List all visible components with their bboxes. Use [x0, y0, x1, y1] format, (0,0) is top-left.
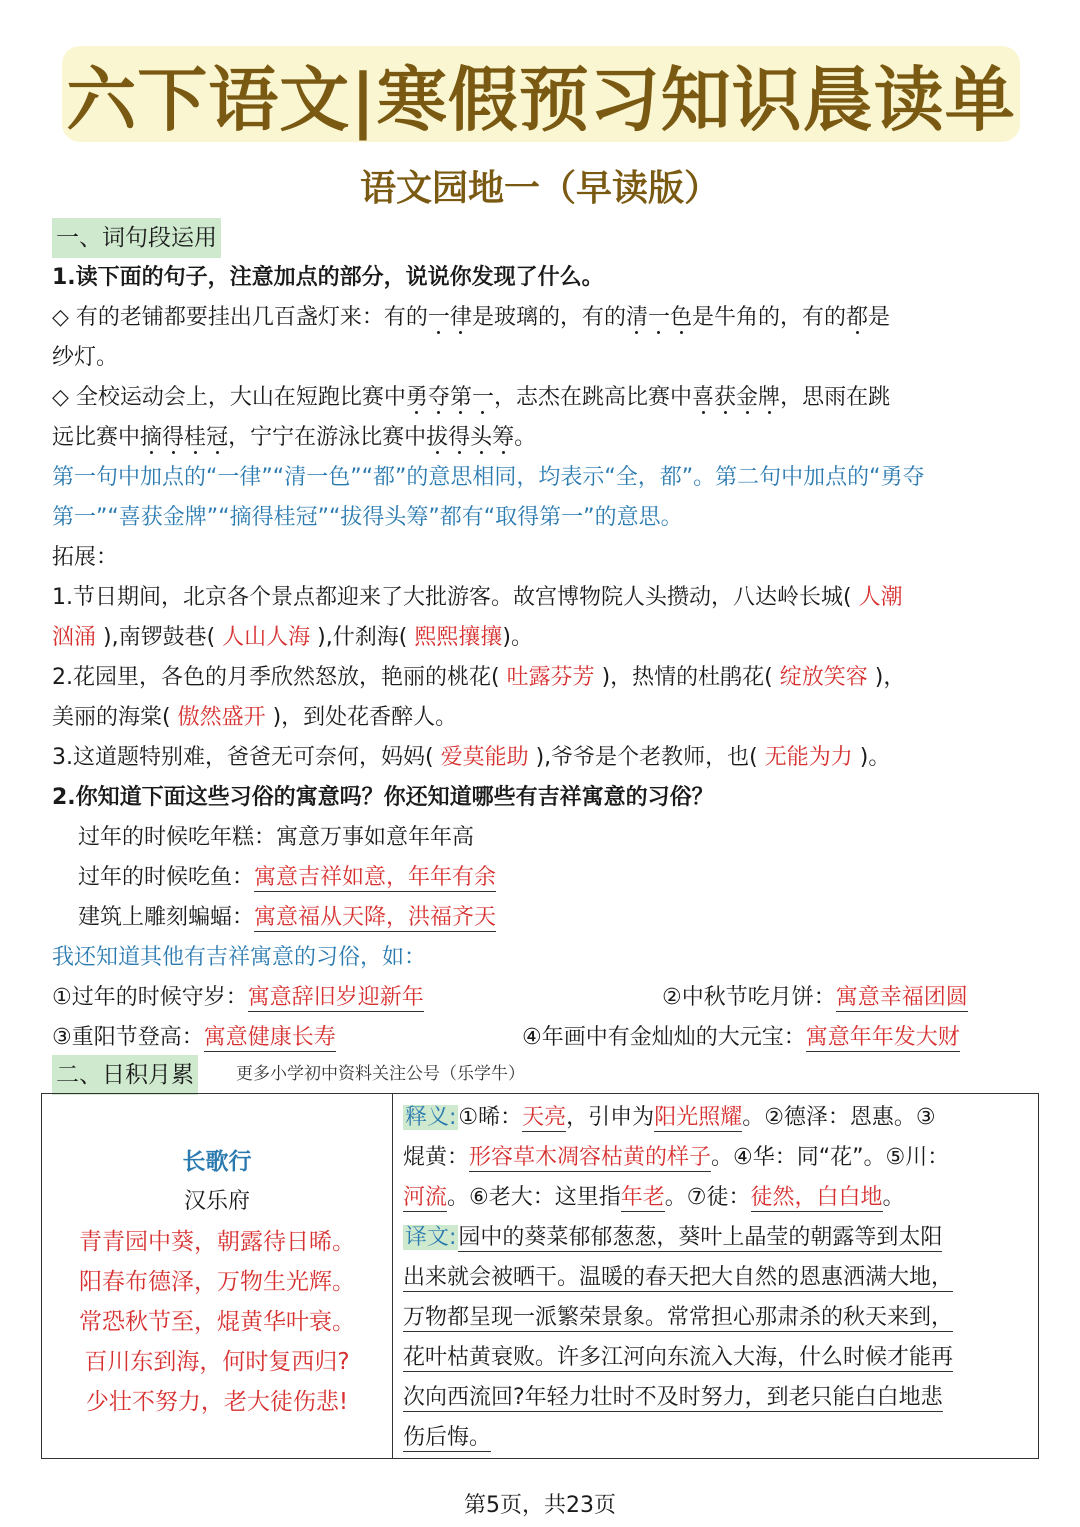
promo-note: 更多小学初中资料关注公号（乐学牛）: [236, 1064, 525, 1084]
dotted-word: 都: [846, 305, 869, 330]
answer-text: 寓意福从天降，洪福齐天: [254, 905, 497, 930]
sentence-2-line-2: 远比赛中摘得桂冠，宁宁在游泳比赛中拔得头筹。: [52, 425, 537, 450]
sentence-2-line-1: ◇ 全校运动会上，大山在短跑比赛中勇夺第一，志杰在跳高比赛中喜获金牌，思雨在跳: [52, 385, 891, 410]
dotted-word: 清一色: [625, 305, 693, 330]
poem-cell: [42, 1094, 393, 1459]
expand-2-line-1: 2.花园里，各色的月季欣然怒放，艳丽的桃花( 吐露芬芳 )，热情的杜鹃花( 绽放笑容 )，: [52, 665, 906, 690]
poem-title: 长歌行: [182, 1149, 252, 1175]
translation-line: 万物都呈现一派繁荣景象。常常担心那肃杀的秋天来到，: [403, 1305, 954, 1330]
answer-text: 汹涌: [52, 625, 97, 650]
page-title: 六下语文|寒假预习知识晨读单: [66, 57, 1016, 141]
expand-label: 拓展：: [52, 545, 119, 570]
more-custom-1: ①过年的时候守岁：寓意辞旧岁迎新年: [52, 985, 424, 1010]
more-custom-3: ③重阳节登高：寓意健康长寿: [52, 1025, 336, 1050]
explain-label: 释义:: [405, 1105, 457, 1130]
dotted-word: 拔得头筹: [426, 425, 515, 450]
poem-line: 百川东到海，何时复西归?: [84, 1349, 350, 1375]
answer-text: 无能为力: [764, 745, 853, 770]
answer-text: 绽放笑容: [779, 665, 868, 690]
dotted-word: 一律: [427, 305, 472, 330]
expand-3-line-1: 3.这道题特别难，爸爸无可奈何，妈妈( 爱莫能助 ),爷爷是个老教师，也( 无能为力 )。: [52, 745, 891, 770]
answer-text: 熙熙攘攘: [414, 625, 503, 650]
more-customs-label: 我还知道其他有吉祥寓意的习俗，如：: [52, 945, 427, 970]
title-banner: [62, 46, 1020, 142]
translation-line-1: 译文:园中的葵菜郁郁葱葱，葵叶上晶莹的朝露等到太阳: [405, 1225, 943, 1250]
answer-text: 寓意健康长寿: [203, 1025, 336, 1050]
poem-line: 青青园中葵，朝露待日晞。: [79, 1229, 355, 1255]
dotted-word: 勇夺第一: [405, 385, 494, 410]
explain-line-3: 河流。⑥老大：这里指年老。⑦徒：徒然，白白地。: [403, 1185, 905, 1210]
translation-label: 译文:: [405, 1225, 457, 1250]
poem-line: 阳春布德泽，万物生光辉。: [79, 1269, 355, 1295]
answer-text: 吐露芬芳: [506, 665, 595, 690]
answer-text: 寓意幸福团圆: [835, 985, 968, 1010]
page-indicator: 第5页，共23页: [464, 1493, 616, 1518]
more-custom-4: ④年画中有金灿灿的大元宝：寓意年年发大财: [522, 1025, 960, 1050]
expand-2-line-2: 美丽的海棠( 傲然盛开 )，到处花香醉人。: [52, 705, 458, 730]
answer-text: 寓意辞旧岁迎新年: [247, 985, 424, 1010]
translation-line: 伤后悔。: [403, 1425, 492, 1450]
answer-text: 爱莫能助: [440, 745, 529, 770]
q2-title: 2.你知道下面这些习俗的寓意吗？你还知道哪些有吉祥寓意的习俗？: [52, 785, 714, 810]
q1-answer-line-2: 第一”“喜获金牌”“摘得桂冠”“拔得头筹”都有“取得第一”的意思。: [52, 505, 683, 530]
answer-text: 寓意吉祥如意，年年有余: [254, 865, 497, 890]
q1-title: 1.读下面的句子，注意加点的部分，说说你发现了什么。: [52, 265, 604, 290]
expand-1-line-2: 汹涌 ),南锣鼓巷( 人山人海 ),什刹海( 熙熙攘攘)。: [52, 625, 533, 650]
more-custom-2: ②中秋节吃月饼：寓意幸福团圆: [662, 985, 968, 1010]
answer-text: 寓意年年发大财: [805, 1025, 960, 1050]
answer-text: 人山人海: [222, 625, 311, 650]
page-subtitle: 语文园地一（早读版）: [359, 168, 720, 209]
sentence-1-line-2: 纱灯。: [52, 345, 119, 370]
translation-line: 次向西流回?年轻力壮时不及时努力，到老只能白白地悲: [403, 1385, 943, 1410]
poem-table: [41, 1093, 1039, 1459]
dotted-word: 摘得桂冠: [140, 425, 229, 450]
section-tag-1: 一、词句段运用: [52, 218, 221, 258]
explain-line-2: 焜黄：形容草木凋容枯黄的样子。④华：同“花”。⑤川：: [403, 1145, 950, 1170]
sentence-1-line-1: ◇ 有的老铺都要挂出几百盏灯来：有的一律是玻璃的，有的清一色是牛角的，有的都是: [52, 305, 891, 330]
custom-3: 建筑上雕刻蝙蝠：寓意福从天降，洪福齐天: [78, 905, 497, 930]
poem-line: 常恐秋节至，焜黄华叶衰。: [79, 1309, 355, 1335]
explain-line-1: 释义:①晞：天亮，引申为阳光照耀。②德泽：恩惠。③: [405, 1105, 936, 1130]
explanation-cell: [393, 1094, 1039, 1459]
poem-author: 汉乐府: [183, 1189, 250, 1214]
answer-text: 人潮: [858, 585, 903, 610]
poem-line: 少壮不努力，老大徒伤悲!: [85, 1389, 349, 1415]
translation-line: 出来就会被晒干。温暖的春天把大自然的恩惠洒满大地，: [403, 1265, 954, 1290]
answer-text: 傲然盛开: [177, 705, 266, 730]
expand-1-line-1: 1.节日期间，北京各个景点都迎来了大批游客。故宫博物院人头攒动，八达岭长城( 人潮: [52, 585, 903, 610]
custom-1: 过年的时候吃年糕：寓意万事如意年年高: [78, 825, 475, 850]
translation-line: 花叶枯黄衰败。许多江河向东流入大海，什么时候才能再: [403, 1345, 954, 1370]
q1-answer-line-1: 第一句中加点的“一律”“清一色”“都”的意思相同，均表示“全，都”。第二句中加点的“勇夺: [52, 465, 925, 490]
custom-2: 过年的时候吃鱼：寓意吉祥如意，年年有余: [78, 865, 497, 890]
dotted-word: 喜获金牌: [692, 385, 781, 410]
section-tag-2: 二、日积月累: [52, 1055, 198, 1095]
